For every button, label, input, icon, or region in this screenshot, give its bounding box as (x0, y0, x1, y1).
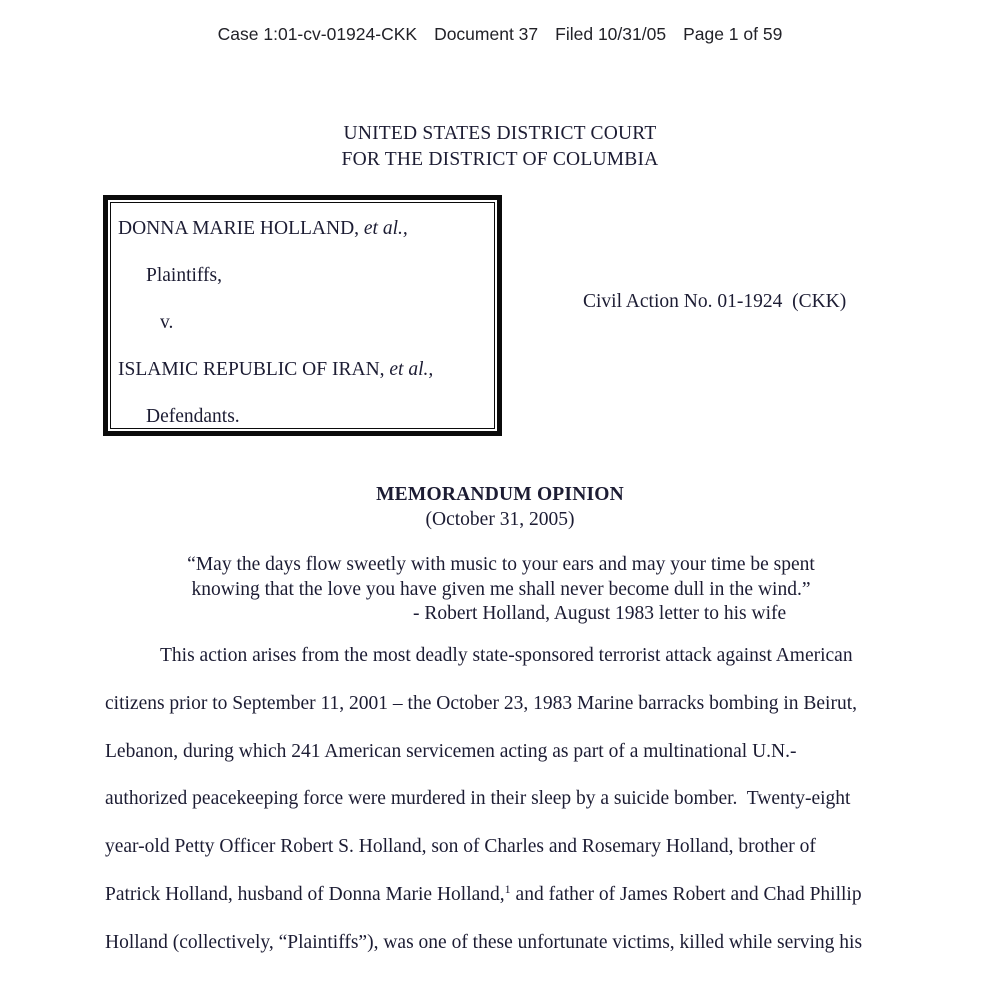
opinion-body-paragraph (105, 632, 905, 967)
case-number: Case 1:01-cv-01924-CKK (217, 24, 418, 44)
court-title-line-2: FOR THE DISTRICT OF COLUMBIA (341, 148, 659, 170)
defendant-name-line (118, 346, 494, 393)
case-caption-box (103, 195, 502, 436)
body-line-5: year-old Petty Officer Robert S. Holland, son of Charles and Rosemary Holland, brother of (105, 836, 816, 858)
body-line-6-text: Patrick Holland, husband of Donna Marie Holland, (105, 883, 505, 905)
body-line-6-continuation: and father of James Robert and Chad Phillip (510, 883, 862, 905)
versus-label: v. (160, 312, 174, 333)
pacer-stamp-header (0, 24, 1000, 45)
plaintiff-name: DONNA MARIE HOLLAND, (118, 218, 360, 239)
quote-attribution: - Robert Holland, August 1983 letter to his wife (413, 603, 787, 625)
defendant-name: ISLAMIC REPUBLIC OF IRAN, (118, 359, 385, 380)
body-line-1: This action arises from the most deadly state-sponsored terrorist attack against American (160, 645, 853, 666)
court-title-line-1: UNITED STATES DISTRICT COURT (343, 123, 657, 144)
quote-line-2: knowing that the love you have given me shall never become dull in the wind.” (191, 578, 811, 600)
body-line-3: Lebanon, during which 241 American servicemen acting as part of a multinational U.N.- (105, 740, 797, 762)
plaintiff-etal: et al., (363, 218, 408, 239)
epigraph-quote (105, 553, 897, 627)
case-caption-box-inner (110, 202, 495, 429)
court-title (0, 121, 1000, 172)
defendants-label: Defendants. (146, 406, 240, 427)
footnote-1-marker: 1 (504, 881, 511, 896)
document-number: Document 37 (434, 24, 539, 44)
civil-action-number: Civil Action No. 01-1924 (CKK) (583, 291, 847, 312)
opinion-date: (October 31, 2005) (425, 509, 575, 530)
plaintiff-name-line (118, 205, 494, 252)
memorandum-opinion-title: MEMORANDUM OPINION (376, 484, 624, 505)
plaintiffs-label: Plaintiffs, (146, 265, 223, 286)
body-line-2: citizens prior to September 11, 2001 – the October 23, 1983 Marine barracks bombing in Beirut, (105, 692, 858, 714)
page-count: Page 1 of 59 (683, 24, 783, 44)
body-line-7: Holland (collectively, “Plaintiffs”), was one of these unfortunate victims, killed while serving his (105, 931, 863, 953)
body-line-4: authorized peacekeeping force were murdered in their sleep by a suicide bomber. Twenty-eight (105, 788, 851, 810)
filed-date: Filed 10/31/05 (555, 24, 667, 44)
body-line-6 (105, 871, 905, 919)
quote-line-1: “May the days flow sweetly with music to your ears and may your time be spent (187, 554, 815, 575)
defendant-etal: et al., (389, 359, 434, 380)
